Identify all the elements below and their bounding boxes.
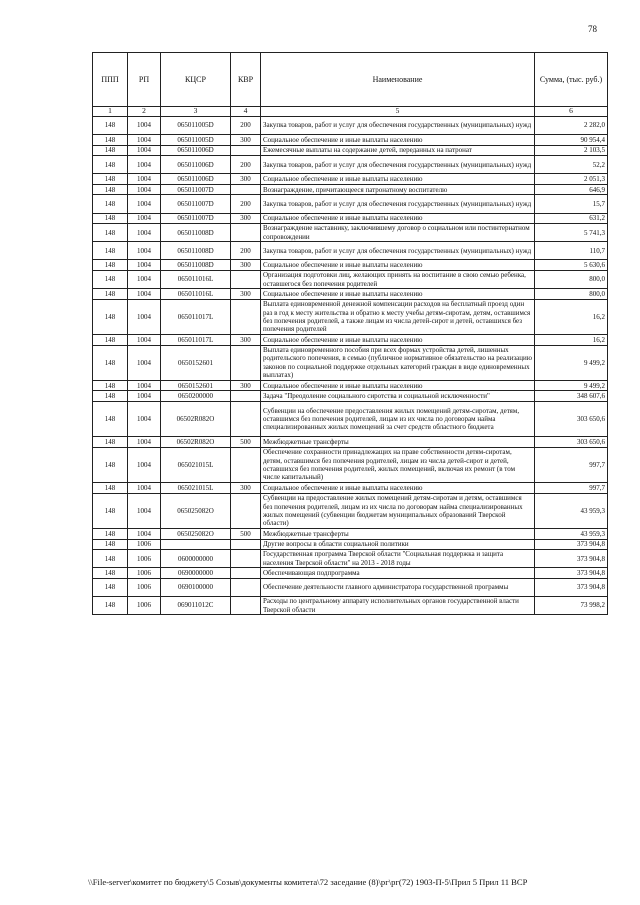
cell-kcsr: 065011006D xyxy=(161,145,231,156)
table-row xyxy=(93,380,608,391)
cell-kvr xyxy=(231,568,261,579)
cell-kcsr: 065011005D xyxy=(161,117,231,135)
col-header-kvr: КВР xyxy=(231,53,261,107)
cell-rp: 1004 xyxy=(128,493,161,528)
cell-kcsr: 065011017L xyxy=(161,335,231,346)
cell-kvr xyxy=(231,539,261,550)
cell-rp: 1004 xyxy=(128,213,161,224)
cell-ppp: 148 xyxy=(93,539,128,550)
cell-name: Социальное обеспечение и иные выплаты населению xyxy=(261,213,535,224)
cell-kvr: 300 xyxy=(231,483,261,494)
cell-kcsr: 065011005D xyxy=(161,135,231,146)
cell-rp: 1006 xyxy=(128,539,161,550)
cell-kcsr: 0690000000 xyxy=(161,568,231,579)
cell-name: Вознаграждение, причитающееся патронатному воспитателю xyxy=(261,184,535,195)
cell-ppp: 148 xyxy=(93,135,128,146)
cell-ppp: 148 xyxy=(93,224,128,242)
table-row xyxy=(93,184,608,195)
cell-name: Социальное обеспечение и иные выплаты населению xyxy=(261,483,535,494)
cell-name: Социальное обеспечение и иные выплаты населению xyxy=(261,335,535,346)
cell-name: Закупка товаров, работ и услуг для обеспечения государственных (муниципальных) нужд xyxy=(261,195,535,213)
cell-sum: 2 051,3 xyxy=(535,174,608,185)
cell-rp: 1004 xyxy=(128,117,161,135)
cell-kvr: 200 xyxy=(231,242,261,260)
cell-name: Социальное обеспечение и иные выплаты населению xyxy=(261,260,535,271)
cell-rp: 1004 xyxy=(128,242,161,260)
table-row xyxy=(93,195,608,213)
table-row xyxy=(93,529,608,540)
cell-kcsr: 065021015L xyxy=(161,447,231,482)
cell-kvr xyxy=(231,596,261,614)
cell-rp: 1004 xyxy=(128,483,161,494)
cell-name: Закупка товаров, работ и услуг для обеспечения государственных (муниципальных) нужд xyxy=(261,117,535,135)
cell-ppp: 148 xyxy=(93,145,128,156)
cell-kvr: 200 xyxy=(231,117,261,135)
cell-rp: 1004 xyxy=(128,174,161,185)
cell-kvr: 300 xyxy=(231,260,261,271)
cell-sum: 373 904,8 xyxy=(535,539,608,550)
cell-ppp: 148 xyxy=(93,184,128,195)
cell-kcsr: 065011007D xyxy=(161,195,231,213)
cell-sum: 646,9 xyxy=(535,184,608,195)
cell-rp: 1004 xyxy=(128,529,161,540)
cell-sum: 800,0 xyxy=(535,289,608,300)
cell-kvr xyxy=(231,299,261,334)
cell-kvr xyxy=(231,493,261,528)
cell-rp: 1004 xyxy=(128,391,161,402)
cell-rp: 1004 xyxy=(128,270,161,288)
table-row xyxy=(93,289,608,300)
table-row xyxy=(93,224,608,242)
col-header-kcsr: КЦСР xyxy=(161,53,231,107)
cell-name: Обеспечивающая подпрограмма xyxy=(261,568,535,579)
cell-ppp: 148 xyxy=(93,380,128,391)
cell-ppp: 148 xyxy=(93,289,128,300)
col-number: 1 xyxy=(93,107,128,117)
cell-kvr xyxy=(231,270,261,288)
table-row xyxy=(93,213,608,224)
cell-sum: 303 650,6 xyxy=(535,401,608,436)
table-row xyxy=(93,539,608,550)
table-row xyxy=(93,391,608,402)
col-number: 6 xyxy=(535,107,608,117)
cell-rp: 1004 xyxy=(128,345,161,380)
col-header-rp: РП xyxy=(128,53,161,107)
cell-rp: 1004 xyxy=(128,437,161,448)
cell-name: Социальное обеспечение и иные выплаты населению xyxy=(261,289,535,300)
cell-sum: 43 959,3 xyxy=(535,529,608,540)
cell-name: Выплата единовременной денежной компенсации расходов на бесплатный проезд один раз в год к месту жительства и обратно к месту учебы детям-сиротам, детям, оставшимся без попечения родителей, а также лицам из числа детей-сирот и детей, оставшихся без попечения родителей xyxy=(261,299,535,334)
cell-kcsr: 0690100000 xyxy=(161,578,231,596)
cell-name: Социальное обеспечение и иные выплаты населению xyxy=(261,135,535,146)
table-row xyxy=(93,335,608,346)
col-header-name: Наименование xyxy=(261,53,535,107)
cell-kvr: 300 xyxy=(231,213,261,224)
cell-kcsr: 0600000000 xyxy=(161,550,231,568)
table-row xyxy=(93,135,608,146)
cell-ppp: 148 xyxy=(93,213,128,224)
cell-sum: 5 630,6 xyxy=(535,260,608,271)
cell-ppp: 148 xyxy=(93,242,128,260)
budget-table xyxy=(92,52,608,615)
cell-kcsr: 065011008D xyxy=(161,260,231,271)
col-number: 3 xyxy=(161,107,231,117)
cell-sum: 373 904,8 xyxy=(535,578,608,596)
cell-name: Субвенции на обеспечение предоставления жилых помещений детям-сиротам, детям, оставшимся без попечения родителей, лицам из их числа по договорам найма специализированных жилых помещений за счет средств областного бюджета xyxy=(261,401,535,436)
cell-name: Выплата единовременного пособия при всех формах устройства детей, лишенных родительского попечения, в семью (публичное нормативное обязательство на реализацию законов по социальной поддержке отдельных категорий граждан в виде единовременных выплатах) xyxy=(261,345,535,380)
cell-name: Вознаграждение наставнику, заключившему договор о социальном или постинтернатном сопровождении xyxy=(261,224,535,242)
cell-kcsr: 065011008D xyxy=(161,224,231,242)
cell-kvr: 300 xyxy=(231,289,261,300)
cell-kvr xyxy=(231,447,261,482)
cell-kvr xyxy=(231,401,261,436)
cell-sum: 43 959,3 xyxy=(535,493,608,528)
cell-sum: 373 904,8 xyxy=(535,550,608,568)
cell-kcsr: 065021015L xyxy=(161,483,231,494)
table-row xyxy=(93,156,608,174)
cell-rp: 1004 xyxy=(128,260,161,271)
cell-kcsr: 065011016L xyxy=(161,289,231,300)
cell-kvr xyxy=(231,345,261,380)
cell-kcsr: 0650152601 xyxy=(161,380,231,391)
cell-sum: 73 998,2 xyxy=(535,596,608,614)
cell-kvr xyxy=(231,184,261,195)
cell-name: Закупка товаров, работ и услуг для обеспечения государственных (муниципальных) нужд xyxy=(261,242,535,260)
table-row xyxy=(93,145,608,156)
cell-sum: 997,7 xyxy=(535,483,608,494)
cell-name: Межбюджетные трансферты xyxy=(261,529,535,540)
cell-ppp: 148 xyxy=(93,578,128,596)
cell-ppp: 148 xyxy=(93,195,128,213)
cell-kcsr: 065011007D xyxy=(161,184,231,195)
cell-rp: 1004 xyxy=(128,289,161,300)
cell-sum: 997,7 xyxy=(535,447,608,482)
table-body xyxy=(93,117,608,615)
cell-rp: 1004 xyxy=(128,195,161,213)
cell-sum: 9 499,2 xyxy=(535,380,608,391)
table-row xyxy=(93,345,608,380)
cell-kvr: 300 xyxy=(231,335,261,346)
cell-ppp: 148 xyxy=(93,345,128,380)
table-row xyxy=(93,568,608,579)
cell-kcsr: 06502R082O xyxy=(161,401,231,436)
cell-kcsr: 065025082O xyxy=(161,493,231,528)
cell-sum: 110,7 xyxy=(535,242,608,260)
cell-name: Другие вопросы в области социальной политики xyxy=(261,539,535,550)
table-row xyxy=(93,596,608,614)
cell-name: Социальное обеспечение и иные выплаты населению xyxy=(261,380,535,391)
table-row xyxy=(93,578,608,596)
cell-kvr: 300 xyxy=(231,174,261,185)
cell-kvr: 300 xyxy=(231,380,261,391)
cell-rp: 1004 xyxy=(128,401,161,436)
cell-kvr: 500 xyxy=(231,529,261,540)
cell-name: Обеспечение деятельности главного администратора государственной программы xyxy=(261,578,535,596)
cell-name: Организация подготовки лиц, желающих принять на воспитание в свою семью ребенка, оставшегося без попечения родителей xyxy=(261,270,535,288)
cell-kvr xyxy=(231,145,261,156)
col-header-ppp: ППП xyxy=(93,53,128,107)
cell-name: Закупка товаров, работ и услуг для обеспечения государственных (муниципальных) нужд xyxy=(261,156,535,174)
cell-rp: 1004 xyxy=(128,135,161,146)
cell-name: Субвенции на предоставление жилых помещений детям-сиротам и детям, оставшимся без попечения родителей, лицам из их числа по договорам найма специализированных жилых помещений (субвенции бюджетам муниципальных образований Тверской области) xyxy=(261,493,535,528)
cell-ppp: 148 xyxy=(93,596,128,614)
cell-kcsr: 065011006D xyxy=(161,156,231,174)
cell-rp: 1004 xyxy=(128,335,161,346)
file-path-footer: \\File-server\комитет по бюджету\5 Созыв\документы комитета\72 заседание (8)\рг\рг(72) 1903-П-5\Прил 5 Прил 11 ВСР xyxy=(88,877,528,887)
cell-sum: 16,2 xyxy=(535,335,608,346)
cell-rp: 1004 xyxy=(128,184,161,195)
cell-sum: 373 904,8 xyxy=(535,568,608,579)
cell-sum: 9 499,2 xyxy=(535,345,608,380)
table-row xyxy=(93,493,608,528)
cell-sum: 303 650,6 xyxy=(535,437,608,448)
cell-kvr: 500 xyxy=(231,437,261,448)
cell-ppp: 148 xyxy=(93,568,128,579)
table-row xyxy=(93,550,608,568)
column-number-row xyxy=(93,107,608,117)
cell-sum: 631,2 xyxy=(535,213,608,224)
cell-kcsr: 065025082O xyxy=(161,529,231,540)
cell-ppp: 148 xyxy=(93,270,128,288)
cell-name: Социальное обеспечение и иные выплаты населению xyxy=(261,174,535,185)
cell-rp: 1006 xyxy=(128,550,161,568)
col-number: 2 xyxy=(128,107,161,117)
cell-rp: 1004 xyxy=(128,224,161,242)
cell-kvr: 200 xyxy=(231,195,261,213)
cell-rp: 1006 xyxy=(128,578,161,596)
col-number: 4 xyxy=(231,107,261,117)
cell-ppp: 148 xyxy=(93,550,128,568)
cell-sum: 2 103,5 xyxy=(535,145,608,156)
cell-sum: 800,0 xyxy=(535,270,608,288)
table-row xyxy=(93,242,608,260)
col-header-sum: Сумма, (тыс. руб.) xyxy=(535,53,608,107)
header-row xyxy=(93,53,608,107)
cell-sum: 90 954,4 xyxy=(535,135,608,146)
cell-kcsr: 069011012C xyxy=(161,596,231,614)
cell-sum: 15,7 xyxy=(535,195,608,213)
cell-rp: 1004 xyxy=(128,299,161,334)
cell-rp: 1004 xyxy=(128,380,161,391)
table-row xyxy=(93,270,608,288)
cell-sum: 2 282,0 xyxy=(535,117,608,135)
cell-ppp: 148 xyxy=(93,335,128,346)
col-number: 5 xyxy=(261,107,535,117)
cell-sum: 5 741,3 xyxy=(535,224,608,242)
cell-kvr xyxy=(231,550,261,568)
cell-name: Ежемесячные выплаты на содержание детей, переданных на патронат xyxy=(261,145,535,156)
cell-rp: 1006 xyxy=(128,568,161,579)
table-row xyxy=(93,117,608,135)
cell-kvr xyxy=(231,224,261,242)
cell-ppp: 148 xyxy=(93,156,128,174)
cell-ppp: 148 xyxy=(93,401,128,436)
cell-kcsr: 065011007D xyxy=(161,213,231,224)
cell-kcsr: 065011017L xyxy=(161,299,231,334)
table-row xyxy=(93,260,608,271)
table-row xyxy=(93,437,608,448)
cell-sum: 348 607,6 xyxy=(535,391,608,402)
cell-ppp: 148 xyxy=(93,447,128,482)
cell-ppp: 148 xyxy=(93,493,128,528)
cell-kvr xyxy=(231,391,261,402)
cell-name: Межбюджетные трансферты xyxy=(261,437,535,448)
cell-ppp: 148 xyxy=(93,117,128,135)
cell-rp: 1004 xyxy=(128,145,161,156)
cell-kcsr: 065011016L xyxy=(161,270,231,288)
cell-sum: 52,2 xyxy=(535,156,608,174)
cell-kcsr: 065011006D xyxy=(161,174,231,185)
cell-name: Задача "Преодоление социального сиротства и социальной исключенности" xyxy=(261,391,535,402)
cell-rp: 1006 xyxy=(128,596,161,614)
cell-sum: 16,2 xyxy=(535,299,608,334)
cell-kvr: 300 xyxy=(231,135,261,146)
cell-kcsr: 0650152601 xyxy=(161,345,231,380)
cell-ppp: 148 xyxy=(93,437,128,448)
table-row xyxy=(93,299,608,334)
cell-kcsr: 0650200000 xyxy=(161,391,231,402)
page-number: 78 xyxy=(588,24,597,34)
cell-kcsr: 065011008D xyxy=(161,242,231,260)
cell-rp: 1004 xyxy=(128,156,161,174)
cell-kcsr xyxy=(161,539,231,550)
cell-rp: 1004 xyxy=(128,447,161,482)
cell-ppp: 148 xyxy=(93,483,128,494)
table-row xyxy=(93,483,608,494)
cell-ppp: 148 xyxy=(93,299,128,334)
cell-kvr: 200 xyxy=(231,156,261,174)
cell-ppp: 148 xyxy=(93,529,128,540)
cell-name: Государственная программа Тверской области "Социальная поддержка и защита населения Тверской области" на 2013 - 2018 годы xyxy=(261,550,535,568)
cell-ppp: 148 xyxy=(93,174,128,185)
cell-name: Обеспечение сохранности принадлежащих на праве собственности детям-сиротам, детям, оставшимся без попечения родителей, лицам из числа детей-сирот и детей, оставшихся без попечения родителей, жилых помещений, включая их ремонт (в том числе капитальный) xyxy=(261,447,535,482)
table-row xyxy=(93,401,608,436)
table-row xyxy=(93,174,608,185)
cell-ppp: 148 xyxy=(93,260,128,271)
cell-name: Расходы по центральному аппарату исполнительных органов государственной власти Тверской области xyxy=(261,596,535,614)
table-row xyxy=(93,447,608,482)
cell-kcsr: 06502R082O xyxy=(161,437,231,448)
cell-kvr xyxy=(231,578,261,596)
cell-ppp: 148 xyxy=(93,391,128,402)
